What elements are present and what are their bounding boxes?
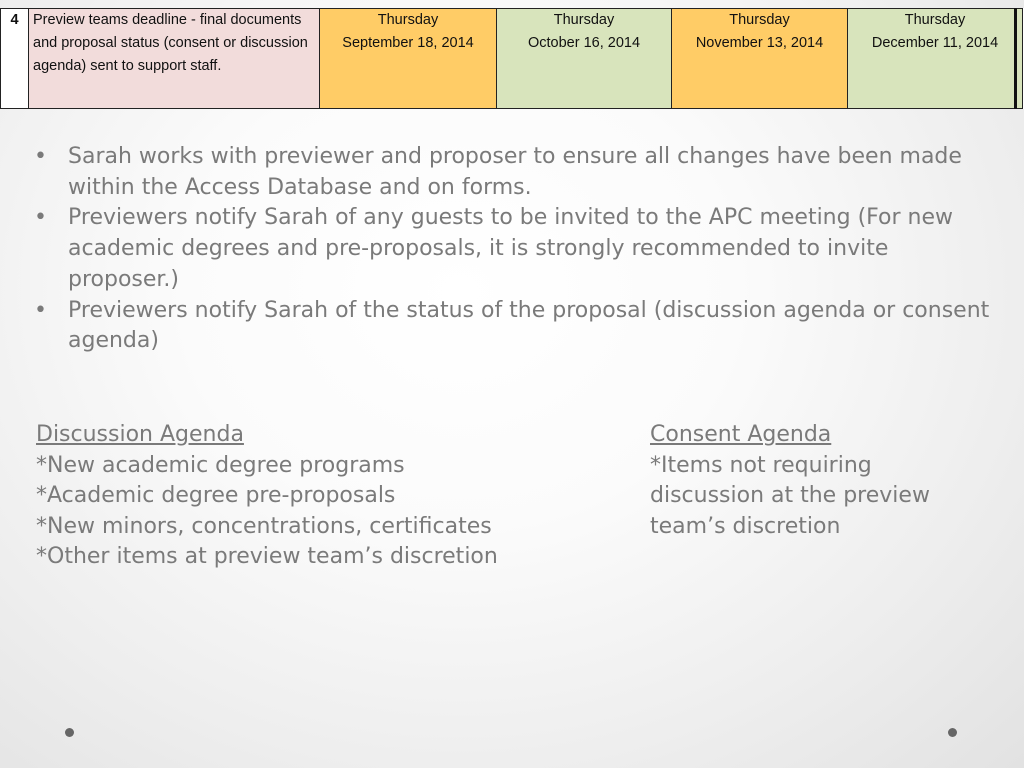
schedule-table-strip: [0, 8, 1024, 109]
bullet-dot-icon: •: [34, 144, 47, 169]
date-day: Thursday: [904, 12, 966, 28]
date-value: September 18, 2014: [342, 35, 474, 51]
consent-agenda-line: team’s discretion: [650, 513, 841, 539]
bullet-item: [30, 203, 1000, 295]
consent-agenda-line: discussion at the preview: [650, 483, 930, 508]
date-day: Thursday: [377, 12, 439, 28]
date-cell: [320, 9, 497, 109]
bullet-dot-icon: •: [34, 297, 47, 323]
bullet-text: Previewers notify Sarah of any guests to be invited to the APC meeting (For new academic degrees and pre-proposals, it is strongly recommended to invite proposer.): [68, 205, 954, 292]
discussion-agenda-item: *New academic degree programs: [36, 452, 405, 478]
date-value: October 16, 2014: [527, 35, 641, 51]
date-cell: [672, 9, 848, 109]
bullet-text: Previewers notify Sarah of the status of the proposal (discussion agenda or consent agenda): [68, 297, 990, 354]
consent-agenda: [650, 420, 990, 542]
bullet-text: Sarah works with previewer and proposer to ensure all changes have been made within the Access Database and on forms.: [68, 144, 962, 200]
consent-agenda-line: *Items not requiring: [650, 452, 872, 478]
discussion-agenda-item: *Academic degree pre-proposals: [36, 483, 396, 508]
discussion-agenda-heading: Discussion Agenda: [36, 422, 244, 447]
date-day: Thursday: [553, 12, 615, 28]
discussion-agenda-item: *Other items at preview team’s discretion: [36, 544, 498, 569]
discussion-agenda: [36, 420, 626, 573]
consent-agenda-heading: Consent Agenda: [650, 422, 832, 447]
date-value: November 13, 2014: [695, 35, 824, 51]
bullet-item: [30, 296, 1000, 357]
discussion-agenda-item: *New minors, concentrations, certificates: [36, 513, 492, 539]
bullet-item: [30, 142, 1000, 203]
task-description: Preview teams deadline - final documents and proposal status (consent or discussion agenda) sent to support staff.: [29, 9, 320, 109]
corner-dot-icon: [948, 728, 957, 737]
bullet-list-container: [30, 142, 1000, 357]
date-cell: [497, 9, 672, 109]
schedule-table: [0, 8, 1023, 109]
row-number: 4: [1, 9, 29, 109]
date-value: December 11, 2014: [871, 35, 999, 51]
table-right-border: [1014, 8, 1017, 109]
corner-dot-icon: [65, 728, 74, 737]
date-day: Thursday: [729, 12, 790, 28]
bullet-list: [30, 142, 1000, 357]
date-cell: [848, 9, 1023, 109]
bullet-dot-icon: •: [34, 205, 47, 231]
table-row: [1, 9, 1023, 109]
